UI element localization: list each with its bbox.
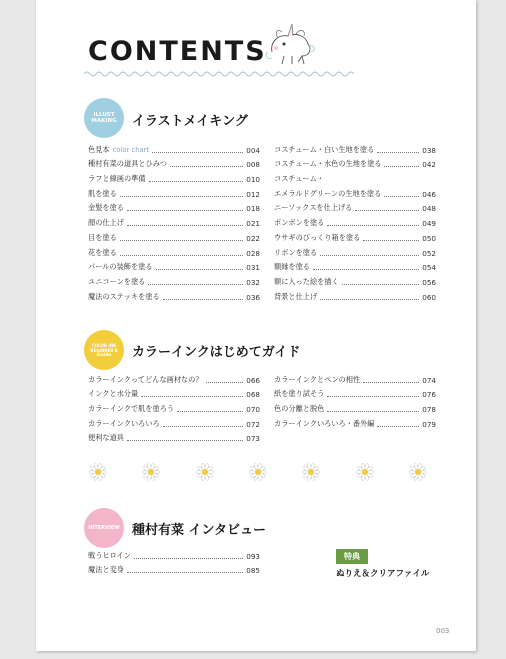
leader-dots — [177, 411, 243, 412]
toc-entry-label: 額に入った絵を描く — [274, 276, 339, 286]
toc-entry-title — [274, 248, 317, 258]
toc-entry-title — [88, 248, 117, 258]
toc-entry[interactable] — [274, 140, 436, 155]
leader-dots — [327, 396, 419, 397]
toc-entry-title — [88, 565, 124, 575]
toc-entry-label: 花を塗る — [88, 247, 117, 257]
toc-entry-title — [88, 389, 138, 399]
page-title: CONTENTS — [88, 36, 267, 67]
toc-entry-title — [274, 419, 374, 429]
toc-entry-subtitle: color chart — [112, 145, 150, 154]
toc-entry-title — [88, 419, 160, 429]
leader-dots — [141, 396, 243, 397]
leader-dots — [384, 196, 419, 197]
toc-entry[interactable] — [88, 228, 260, 243]
toc-entry-title — [274, 233, 360, 243]
toc-entry[interactable] — [274, 199, 436, 214]
toc-list — [274, 370, 436, 429]
toc-entry-label: 色の分離と脱色 — [274, 404, 325, 414]
toc-entry-page: 049 — [422, 219, 436, 229]
toc-entry-title — [88, 189, 117, 199]
toc-entry-label: パールの装飾を塗る — [88, 262, 153, 272]
page-number: 003 — [436, 627, 450, 635]
toc-entry-label: 肌を塗る — [88, 188, 117, 198]
toc-entry[interactable] — [274, 258, 436, 273]
badge-line: INTERVIEW — [88, 525, 120, 531]
toc-entry-label: 額縁を塗る — [274, 262, 310, 272]
toc-entry-page: 093 — [246, 551, 260, 561]
toc-entry-label: ウサギのびっくり箱を塗る — [274, 232, 361, 242]
toc-entry-label: コスチューム・水色の生地を塗る — [274, 159, 382, 169]
toc-entry-title — [88, 233, 117, 243]
section-title: 種村有菜 インタビュー — [132, 523, 267, 538]
leader-dots — [363, 240, 419, 241]
toc-entry-page: 070 — [246, 405, 260, 415]
toc-entry-title — [274, 189, 381, 199]
daisy-icon — [248, 462, 268, 482]
toc-entry[interactable] — [88, 155, 260, 170]
toc-entry-page: 046 — [422, 189, 436, 199]
toc-entry-label: カラーインクとペンの相性 — [274, 374, 361, 384]
toc-entry-title — [88, 433, 124, 443]
toc-entry[interactable] — [88, 169, 260, 184]
toc-entry[interactable] — [274, 228, 436, 243]
toc-entry-page: 042 — [422, 160, 436, 170]
toc-entry-label: ボンボンを塗る — [274, 218, 325, 228]
leader-dots — [163, 299, 244, 300]
toc-entry-page: 074 — [422, 375, 436, 385]
toc-entry-title — [274, 389, 324, 399]
toc-entry-label: インクと水分量 — [88, 389, 139, 399]
section-badge-color-ink — [84, 330, 124, 370]
toc-entry-page: 048 — [422, 204, 436, 214]
toc-entry-page: 056 — [422, 277, 436, 287]
daisy-icon — [408, 462, 428, 482]
leader-dots — [127, 210, 243, 211]
leader-dots — [342, 284, 420, 285]
leader-dots — [134, 558, 243, 559]
toc-entry-title — [274, 292, 317, 302]
leader-dots — [120, 255, 244, 256]
bonus-text: ぬりえ＆クリアファイル — [336, 569, 430, 579]
toc-entry-page: 028 — [246, 248, 260, 258]
toc-entry[interactable] — [274, 184, 436, 199]
toc-entry-label: カラーインクいろいろ・番外編 — [274, 418, 375, 428]
toc-entry[interactable] — [88, 258, 260, 273]
toc-entry-page: 068 — [246, 390, 260, 400]
toc-entry-label: 背景と仕上げ — [274, 291, 318, 301]
toc-entry-label: 金髪を塗る — [88, 203, 124, 213]
toc-entry-page: 022 — [246, 233, 260, 243]
section-badge-interview — [84, 508, 124, 548]
toc-entry-label: 戦うヒロイン — [88, 550, 131, 560]
leader-dots — [327, 411, 419, 412]
toc-entry[interactable] — [88, 287, 260, 302]
toc-entry[interactable] — [88, 272, 260, 287]
toc-entry-title — [88, 375, 203, 385]
toc-entry-label: ユニコーンを塗る — [88, 276, 146, 286]
toc-entry-label: 目を塗る — [88, 232, 117, 242]
toc-entry[interactable] — [88, 399, 260, 414]
toc-entry-title — [274, 375, 360, 385]
leader-dots — [148, 284, 243, 285]
toc-entry[interactable] — [88, 429, 260, 444]
leader-dots — [313, 269, 419, 270]
leader-dots — [149, 181, 244, 182]
toc-entry-page: 073 — [246, 434, 260, 444]
toc-entry-page: 031 — [246, 263, 260, 273]
leader-dots — [152, 152, 243, 153]
toc-entry[interactable] — [88, 370, 260, 385]
leader-dots — [377, 152, 419, 153]
toc-entry[interactable] — [274, 243, 436, 258]
toc-entry-page: 004 — [246, 145, 260, 155]
toc-entry-label: カラーインクってどんな画材なの？ — [88, 374, 203, 384]
toc-entry-title — [274, 218, 324, 228]
leader-dots — [384, 166, 419, 167]
toc-list — [88, 370, 260, 443]
toc-entry-title — [274, 262, 310, 272]
leader-dots — [206, 382, 244, 383]
toc-entry[interactable] — [88, 385, 260, 400]
section-title: イラストメイキング — [132, 114, 248, 129]
toc-entry[interactable] — [274, 385, 436, 400]
toc-entry-label: コスチューム・ — [274, 174, 324, 184]
toc-entry[interactable] — [88, 184, 260, 199]
toc-entry-title — [88, 277, 145, 287]
toc-entry-label: 種村有菜の道具とひみつ — [88, 159, 167, 169]
toc-entry-page: 036 — [246, 292, 260, 302]
toc-entry-label: カラーインクいろいろ — [88, 418, 160, 428]
section-badge-illust-making — [84, 98, 124, 138]
leader-dots — [327, 225, 419, 226]
toc-entry-page: 012 — [246, 189, 260, 199]
toc-entry-page: 066 — [246, 375, 260, 385]
section-title: カラーインクはじめてガイド — [132, 345, 301, 360]
toc-entry-page: 079 — [422, 419, 436, 429]
toc-entry-label: 魔法と変身 — [88, 565, 124, 575]
daisy-icon — [195, 462, 215, 482]
toc-entry[interactable] — [274, 169, 436, 184]
toc-entry[interactable] — [88, 243, 260, 258]
toc-entry[interactable] — [88, 546, 260, 561]
toc-entry-page: 085 — [246, 566, 260, 576]
toc-entry[interactable] — [88, 213, 260, 228]
toc-list — [88, 546, 260, 575]
leader-dots — [127, 572, 243, 573]
daisy-icon — [141, 462, 161, 482]
toc-entry-page: 008 — [246, 160, 260, 170]
toc-entry-label: 魔法のステッキを塗る — [88, 291, 160, 301]
badge-line: ILLUST — [93, 112, 115, 118]
toc-entry-label: カラーインクで肌を塗ろう — [88, 404, 175, 414]
toc-entry-title — [274, 277, 339, 287]
daisy-icon — [355, 462, 375, 482]
leader-dots — [363, 382, 419, 383]
toc-entry[interactable] — [274, 155, 436, 170]
toc-entry[interactable] — [274, 370, 436, 385]
toc-entry-page: 010 — [246, 175, 260, 185]
leader-dots — [120, 196, 244, 197]
toc-entry-label: ラフと線画の準備 — [88, 174, 146, 184]
badge-line: BEGINNER'S — [90, 347, 118, 353]
toc-entry-label: コスチューム・白い生地を塗る — [274, 144, 375, 154]
leader-dots — [320, 299, 419, 300]
leader-dots — [355, 210, 419, 211]
toc-list — [274, 140, 436, 302]
toc-entry[interactable] — [274, 414, 436, 429]
leader-dots — [127, 225, 243, 226]
daisy-icon — [88, 462, 108, 482]
toc-entry-page: 038 — [422, 145, 436, 155]
toc-entry-title — [88, 551, 131, 561]
toc-entry-page: 054 — [422, 263, 436, 273]
toc-entry-label: ニーソックスを仕上げる — [274, 203, 353, 213]
badge-line: MAKING — [91, 118, 117, 124]
book-page — [36, 0, 476, 651]
toc-entry-title — [88, 404, 174, 414]
unicorn-mascot-icon — [262, 22, 318, 70]
toc-entry[interactable] — [274, 287, 436, 302]
bonus-tag: 特典 — [336, 549, 368, 564]
toc-entry-title — [274, 174, 324, 184]
toc-entry-title — [88, 159, 167, 169]
flower-row — [88, 462, 428, 482]
toc-entry-title — [274, 159, 381, 169]
leader-dots — [163, 426, 244, 427]
toc-entry-title — [88, 218, 124, 228]
toc-entry-page: 032 — [246, 277, 260, 287]
toc-entry[interactable] — [88, 140, 260, 155]
toc-entry-label: 顔の仕上げ — [88, 218, 124, 228]
toc-entry[interactable] — [88, 414, 260, 429]
toc-entry-page: 060 — [422, 292, 436, 302]
toc-entry-label: 便利な道具 — [88, 433, 124, 443]
leader-dots — [156, 269, 244, 270]
toc-entry[interactable] — [274, 213, 436, 228]
leader-dots — [377, 426, 419, 427]
toc-entry-label: 紙を塗り試そう — [274, 389, 325, 399]
toc-entry-label: 色見本 — [88, 144, 110, 154]
toc-entry-title — [88, 203, 124, 213]
toc-entry-title — [88, 145, 149, 155]
toc-entry-title — [88, 174, 146, 184]
toc-entry-label: エメラルドグリーンの生地を塗る — [274, 188, 382, 198]
toc-entry-title — [274, 203, 352, 213]
daisy-icon — [301, 462, 321, 482]
toc-entry-page: 018 — [246, 204, 260, 214]
toc-entry-page: 052 — [422, 248, 436, 258]
toc-list — [88, 140, 260, 302]
toc-entry-page: 072 — [246, 419, 260, 429]
badge-line: COLOR INK — [91, 342, 117, 348]
toc-entry-page: 021 — [246, 219, 260, 229]
leader-dots — [127, 440, 243, 441]
badge-line: Guide — [96, 352, 112, 358]
toc-entry-title — [274, 404, 324, 414]
toc-entry-page: 078 — [422, 405, 436, 415]
toc-entry[interactable] — [88, 561, 260, 576]
toc-entry-title — [88, 292, 160, 302]
toc-entry[interactable] — [274, 272, 436, 287]
toc-entry-page: 076 — [422, 390, 436, 400]
wavy-divider — [84, 70, 354, 78]
leader-dots — [120, 240, 244, 241]
leader-dots — [320, 255, 419, 256]
toc-entry-title — [274, 145, 374, 155]
toc-entry-label: リボンを塗る — [274, 247, 318, 257]
toc-entry[interactable] — [274, 399, 436, 414]
leader-dots — [170, 166, 243, 167]
toc-entry[interactable] — [88, 199, 260, 214]
toc-entry-page: 050 — [422, 233, 436, 243]
toc-entry-title — [88, 262, 153, 272]
